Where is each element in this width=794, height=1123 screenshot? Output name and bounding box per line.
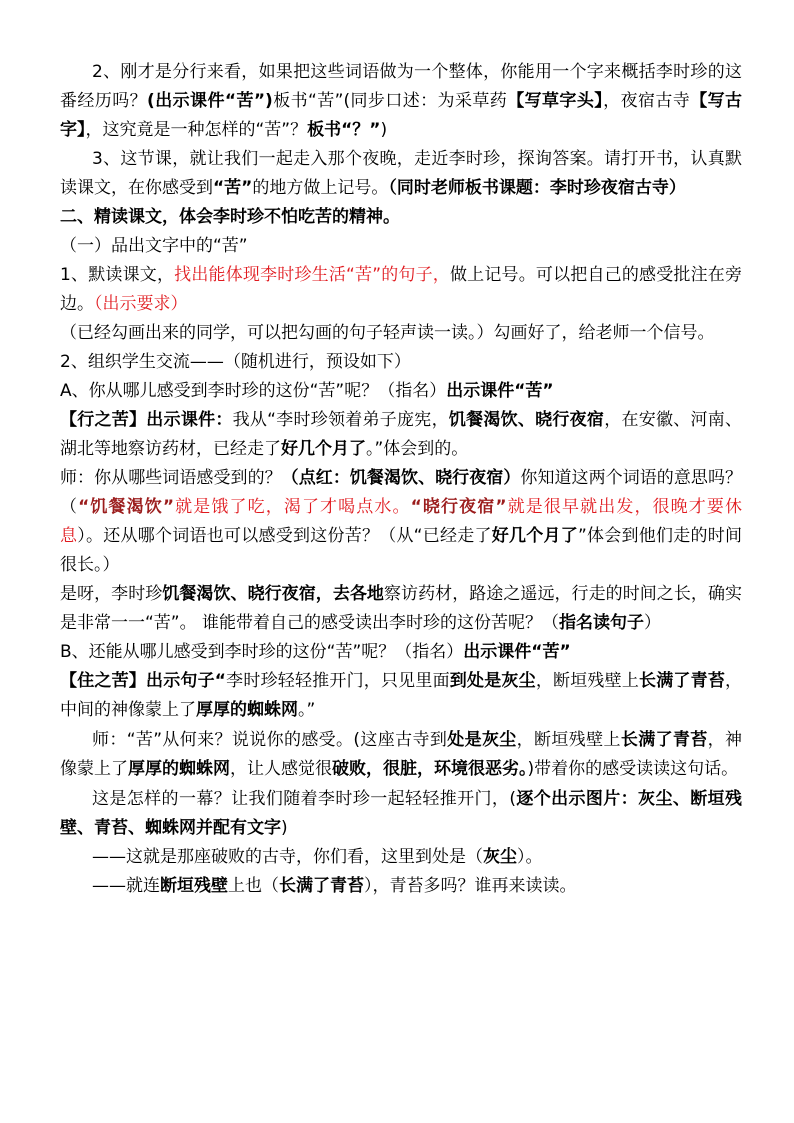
text: B、还能从哪儿感受到李时珍的这份“苦”呢？（指名） bbox=[60, 642, 464, 662]
text-bold: 断垣残壁 bbox=[160, 876, 228, 896]
text: 。” bbox=[298, 700, 316, 720]
text: 2、刚才是分行来看，如果把这些词语做为一个整体，你能用一个字来概括李时珍的这番经历吗？ bbox=[60, 62, 742, 111]
text: 的地方做上记号。 bbox=[252, 178, 389, 198]
text: 你知道这两个词语的意思吗？（ bbox=[60, 468, 743, 517]
text: ，断垣残壁上 bbox=[535, 671, 640, 691]
paragraph-dust bbox=[60, 843, 742, 872]
text: ，断垣残壁上 bbox=[516, 730, 621, 750]
text-bold: 处是灰尘 bbox=[447, 730, 517, 750]
text-red: 就是很早就出发，很晚才要休息 bbox=[60, 497, 743, 546]
text: ) bbox=[380, 120, 388, 140]
paragraph-task-2: 2、组织学生交流——（随机进行，预设如下） bbox=[60, 352, 411, 372]
text-bold: 出示课件“苦” bbox=[446, 381, 554, 401]
text: ) bbox=[281, 818, 288, 838]
section-heading: 二、精读课文，体会李时珍不怕吃苦的精神。 bbox=[60, 207, 400, 227]
text-bold: 长满了青苔 bbox=[639, 671, 726, 691]
text-bold: （点红：饥餐渴饮、晓行夜宿） bbox=[281, 468, 521, 488]
text-bold: (出示课件“苦”) bbox=[147, 91, 273, 111]
text-bold: 【住之苦】出示句子“ bbox=[60, 671, 226, 691]
text-bold: 好几个月了 bbox=[281, 439, 366, 459]
paragraph-living-hardship bbox=[60, 667, 742, 725]
text-bold: 到处是灰尘 bbox=[449, 671, 536, 691]
text: 察访药材，路途之遥远，行走的时间之长，确实是非常一一“苦”。 谁能带着自己的感受读出李时珍的这份苦呢？（ bbox=[60, 584, 743, 633]
text-bold: 饥餐渴饮、晓行夜宿 bbox=[448, 410, 605, 430]
text-bold: 长满了青苔 bbox=[279, 876, 364, 896]
text-red: （出示要求） bbox=[94, 294, 188, 314]
text: ，在安徽、河南、湖北等地察访药材，已经走了 bbox=[60, 410, 743, 459]
text: ，这究竟是一种怎样的“苦”？ bbox=[85, 120, 308, 140]
text-bold: 长满了青苔 bbox=[620, 730, 708, 750]
paragraph-3 bbox=[60, 145, 742, 203]
text: 1、默读课文， bbox=[60, 265, 175, 285]
text: ）。还从哪个词语也可以感受到这份苦？（从“已经走了 bbox=[77, 526, 492, 546]
text: 是呀，李时珍 bbox=[60, 584, 163, 604]
paragraph-b bbox=[60, 638, 742, 667]
paragraph-teacher-2 bbox=[60, 726, 742, 784]
text: 师：“苦”从何来？说说你的感受。(这座古寺到 bbox=[92, 730, 448, 750]
text: 做上记号。可以把自己的感受批注在旁边。 bbox=[60, 265, 742, 314]
text: ——就连 bbox=[92, 876, 160, 896]
text-red: 找出能体现李时珍生活“苦”的句子， bbox=[174, 265, 450, 285]
text-bold: 出示课件“苦” bbox=[463, 642, 571, 662]
text: 3、这节课，就让我们一起走入那个夜晚，走近李时珍，探询答案。请打开书，认真默读课文，在你感受到 bbox=[60, 149, 742, 198]
paragraph-summary-1 bbox=[60, 580, 742, 638]
text-bold: 破败，很脏，环境很恶劣。 bbox=[332, 759, 528, 779]
text: ），青苔多吗？谁再来读读。 bbox=[364, 876, 577, 896]
text: ，神像蒙上了 bbox=[60, 730, 743, 779]
text-bold: 指名读句子 bbox=[559, 613, 645, 633]
text-bold: 【写草字头】 bbox=[507, 91, 604, 111]
text: 这是怎样的一幕？让我们随着李时珍一起轻轻推开门，( bbox=[92, 789, 516, 809]
paragraph-scene bbox=[60, 785, 742, 843]
paragraph-2 bbox=[60, 58, 742, 145]
subsection-heading: （一）品出文字中的“苦” bbox=[60, 236, 248, 256]
text-bold: 好几个月了 bbox=[491, 526, 578, 546]
text: ”体会到他们走的时间很长。） bbox=[60, 526, 742, 575]
text: ——这就是那座破败的古寺，你们看，这里到处是（ bbox=[92, 847, 483, 867]
paragraph-walking-hardship bbox=[60, 406, 742, 464]
text: ） bbox=[644, 613, 662, 633]
text: 板书“苦”(同步口述：为采草药 bbox=[272, 91, 508, 111]
text: ）。 bbox=[517, 847, 543, 867]
text: )带着你的感受读读这句话。 bbox=[527, 759, 739, 779]
text-dark-red: “晓行夜宿” bbox=[410, 497, 507, 517]
text-bold: 饥餐渴饮、晓行夜宿，去各地 bbox=[162, 584, 384, 604]
text-bold: 板书“？” bbox=[307, 120, 381, 140]
text-bold: 厚厚的蜘蛛网 bbox=[196, 700, 298, 720]
paragraph-task-1 bbox=[60, 261, 742, 319]
text-bold: 【写古字】 bbox=[60, 91, 743, 140]
text: 我从“李时珍领着弟子庞宪， bbox=[232, 410, 449, 430]
paragraph-a bbox=[60, 377, 742, 406]
document-page bbox=[60, 58, 742, 901]
text: 李时珍轻轻推开门，只见里面 bbox=[225, 671, 450, 691]
text-bold: 灰尘 bbox=[483, 847, 517, 867]
text-dark-red: “饥餐渴饮” bbox=[78, 497, 175, 517]
text-bold: （同时老师板书课题：李时珍夜宿古寺） bbox=[388, 178, 686, 198]
text: 上也（ bbox=[228, 876, 279, 896]
paragraph-teacher-1 bbox=[60, 464, 742, 580]
text: ，夜宿古寺 bbox=[603, 91, 691, 111]
text-bold: 逐个出示图片：灰尘、断垣残壁、青苔、蜘蛛网并配有文字 bbox=[60, 789, 742, 838]
text: 。”体会到的。 bbox=[366, 439, 469, 459]
paragraph-note: （已经勾画出来的同学，可以把勾画的句子轻声读一读。）勾画好了，给老师一个信号。 bbox=[60, 323, 715, 343]
text-bold: “苦” bbox=[213, 178, 253, 198]
text-bold: 【行之苦】出示课件： bbox=[60, 410, 233, 430]
text: ，中间的神像蒙上了 bbox=[60, 671, 743, 720]
paragraph-moss bbox=[60, 872, 742, 901]
text: ，让人感觉很 bbox=[230, 759, 332, 779]
text-bold: 厚厚的蜘蛛网 bbox=[128, 759, 230, 779]
text-red: 就是饿了吃，渴了才喝点水。 bbox=[174, 497, 411, 517]
text: A、你从哪儿感受到李时珍的这份“苦”呢？（指名） bbox=[60, 381, 447, 401]
text: 师：你从哪些词语感受到的？ bbox=[60, 468, 282, 488]
